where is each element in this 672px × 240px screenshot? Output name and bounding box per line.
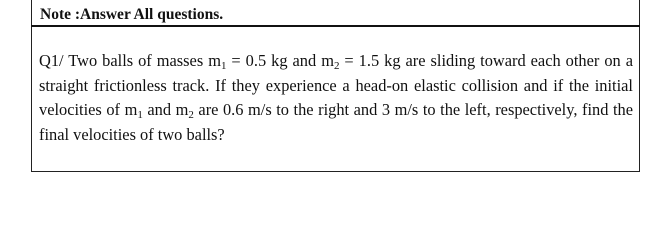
question-text-and: and [142, 100, 176, 120]
mass-symbol-2: m [321, 51, 334, 70]
velocity-symbol-1: m [124, 100, 138, 120]
question-1 [39, 49, 633, 148]
velocity-subscript-2: 2 [188, 109, 194, 122]
question-prefix: Q1/ Two balls of masses [39, 51, 209, 70]
question-text-body: = 1.5 kg are sliding toward each other on a straight frictionless track. If they experience a head-on elastic collision and if the initial velocities of [39, 51, 633, 120]
question-text-mass-1: = 0.5 kg and [226, 51, 322, 70]
mass-symbol-1: m [208, 51, 221, 70]
question-text-end: are 0.6 m/s to the right and 3 m/s to the left, respectively, find the final velocities of two balls? [39, 100, 633, 145]
note-heading: Note :Answer All questions. [40, 6, 224, 23]
mass-subscript-2: 2 [333, 60, 340, 72]
note-divider [31, 25, 640, 27]
velocity-symbol-2: m [175, 100, 189, 120]
mass-subscript-1: 1 [220, 60, 227, 72]
bottom-divider [31, 171, 640, 172]
velocity-subscript-1: 1 [137, 109, 143, 122]
